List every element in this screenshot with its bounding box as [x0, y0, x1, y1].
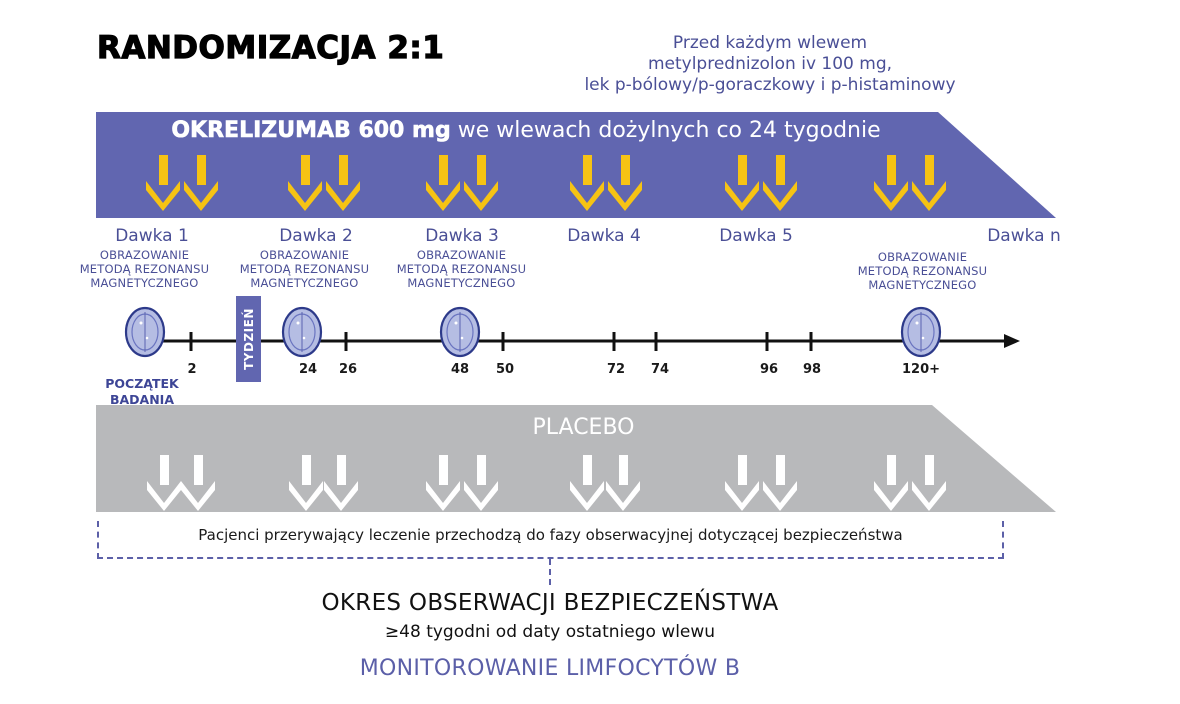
drug-name: OKRELIZUMAB 600 mg [171, 118, 451, 143]
mri-label-line: METODĄ REZONANSU [857, 264, 988, 278]
mri-label-line: METODĄ REZONANSU [79, 262, 210, 276]
tick-label-74: 74 [650, 362, 670, 377]
dose-label-5: Dawka 5 [719, 226, 793, 246]
tick-label-120-plus: 120+ [901, 362, 941, 377]
tick-label-26: 26 [338, 362, 358, 377]
mri-label-line: OBRAZOWANIE [259, 248, 350, 262]
mri-label-line: MAGNETYCZNEGO [407, 276, 516, 290]
mri-label-line: MAGNETYCZNEGO [868, 278, 977, 292]
mri-label-line: METODĄ REZONANSU [396, 262, 527, 276]
safety-period-duration: ≥48 tygodni od daty ostatniego wlewu [384, 622, 716, 642]
mri-label-line: OBRAZOWANIE [877, 250, 968, 264]
mri-label-line: MAGNETYCZNEGO [250, 276, 359, 290]
tick-label-48: 48 [450, 362, 470, 377]
tick-label-24: 24 [298, 362, 318, 377]
dose-label-n: Dawka n [987, 226, 1061, 246]
tick-label-50: 50 [495, 362, 515, 377]
placebo-label: PLACEBO [532, 415, 635, 440]
mri-label-dose-2 [227, 248, 382, 290]
b-cell-monitoring: MONITOROWANIE LIMFOCYTÓW B [359, 656, 741, 681]
week-axis-label-text: TYDZIEŃ [241, 308, 256, 370]
mri-label-week-120 [845, 250, 1000, 292]
discontinuation-note: Pacjenci przerywający leczenie przechodzą do fazy obserwacyjnej dotyczącej bezpieczeństwa [198, 526, 903, 544]
tick-label-2: 2 [187, 362, 197, 377]
mri-label-dose-1 [67, 248, 222, 290]
mri-label-line: OBRAZOWANIE [416, 248, 507, 262]
randomization-title: RANDOMIZACJA 2:1 [97, 30, 445, 66]
dose-label-3: Dawka 3 [425, 226, 499, 246]
tick-label-72: 72 [606, 362, 626, 377]
dose-label-4: Dawka 4 [567, 226, 641, 246]
week-axis-label [236, 296, 261, 382]
premedication-line-1: Przed każdym wlewem [672, 33, 868, 53]
premedication-line-2: metylprednizolon iv 100 mg, [647, 54, 893, 74]
dose-label-1: Dawka 1 [115, 226, 189, 246]
study-start-line-2: BADANIA [109, 392, 175, 407]
mri-label-dose-3 [384, 248, 539, 290]
mri-label-line: MAGNETYCZNEGO [90, 276, 199, 290]
safety-period-title: OKRES OBSERWACJI BEZPIECZEŃSTWA [321, 590, 779, 616]
mri-label-line: METODĄ REZONANSU [239, 262, 370, 276]
study-start-line-1: POCZĄTEK [105, 376, 179, 391]
treatment-arm-title [96, 118, 956, 143]
drug-regimen: we wlewach dożylnych co 24 tygodnie [450, 118, 881, 143]
placebo-arm-title [96, 415, 1096, 440]
premedication-line-3: lek p-bólowy/p-goraczkowy i p-histaminowy [584, 75, 956, 95]
study-start-label [92, 376, 192, 408]
dose-label-2: Dawka 2 [279, 226, 353, 246]
tick-label-98: 98 [802, 362, 822, 377]
mri-label-line: OBRAZOWANIE [99, 248, 190, 262]
dashed-connector [549, 559, 551, 585]
tick-label-96: 96 [759, 362, 779, 377]
